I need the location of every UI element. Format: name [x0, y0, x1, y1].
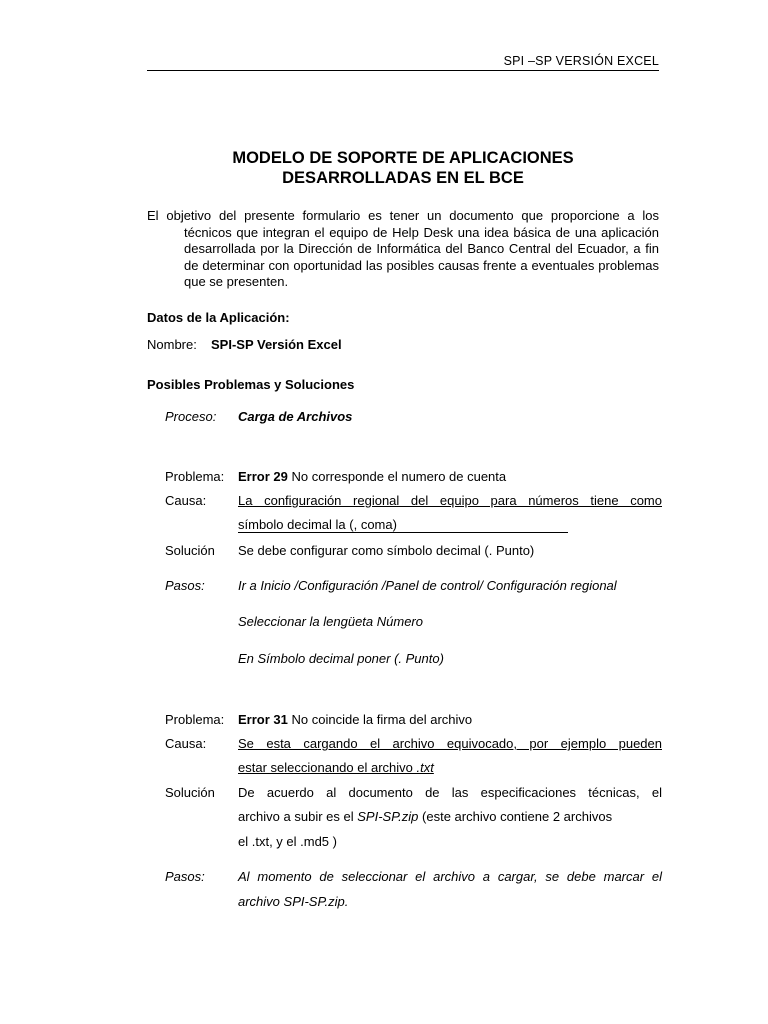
- problem2-solution-file: SPI-SP.zip: [357, 809, 419, 824]
- problem2-solution-label: Solución: [165, 785, 215, 800]
- problem1-solution-text: Se debe configurar como símbolo decimal (. Punto): [238, 543, 535, 558]
- problem2-steps-label: Pasos:: [165, 869, 205, 884]
- problem1-cause-line-2: símbolo decimal la (, coma): [238, 517, 568, 533]
- document-title: [147, 148, 659, 188]
- intro-paragraph: [147, 208, 659, 291]
- problem2-cause-line-1: Se esta cargando el archivo equivocado, por ejemplo pueden: [238, 736, 662, 751]
- app-name-value: SPI-SP Versión Excel: [211, 337, 342, 352]
- problem1-label: Problema:: [165, 469, 225, 484]
- process-value: Carga de Archivos: [238, 409, 353, 424]
- problem1-step-1: Ir a Inicio /Configuración /Panel de control/ Configuración regional: [238, 578, 617, 593]
- problem1-error-text: No corresponde el numero de cuenta: [291, 469, 507, 484]
- problem2-solution-line-2a: archivo a subir es el: [238, 809, 358, 824]
- problem1-cause-label: Causa:: [165, 493, 207, 508]
- problem2-description: [238, 712, 662, 727]
- app-data-heading: Datos de la Aplicación:: [147, 310, 290, 325]
- problem2-solution-line-2c: (este archivo contiene 2 archivos: [418, 809, 613, 824]
- problem2-label: Problema:: [165, 712, 225, 727]
- problem1-step-2: Seleccionar la lengüeta Número: [238, 614, 423, 629]
- problem1-steps-label: Pasos:: [165, 578, 205, 593]
- problem2-cause-label: Causa:: [165, 736, 207, 751]
- problem1-cause-line-1: La configuración regional del equipo para números tiene como: [238, 493, 662, 508]
- header-rule: [147, 70, 659, 71]
- app-name-label: Nombre:: [147, 337, 197, 352]
- title-line-2: DESARROLLADAS EN EL BCE: [282, 169, 524, 187]
- problem1-error-code: Error 29: [238, 469, 288, 484]
- problem2-solution-line-3: el .txt, y el .md5 ): [238, 834, 337, 849]
- problem2-solution-line-2: [238, 809, 662, 824]
- problem2-error-code: Error 31: [238, 712, 288, 727]
- problem2-steps-line-1: Al momento de seleccionar el archivo a cargar, se debe marcar el: [238, 869, 662, 884]
- problems-heading: Posibles Problemas y Soluciones: [147, 377, 355, 392]
- problem2-steps-line-2: archivo SPI-SP.zip.: [238, 894, 349, 909]
- problem1-solution-label: Solución: [165, 543, 215, 558]
- problem2-solution-line-1: De acuerdo al documento de las especificaciones técnicas, el: [238, 785, 662, 800]
- process-label: Proceso:: [165, 409, 217, 424]
- problem1-cause-line-2-wrap: [238, 517, 662, 533]
- title-line-1: MODELO DE SOPORTE DE APLICACIONES: [232, 149, 574, 167]
- problem1-step-3: En Símbolo decimal poner (. Punto): [238, 651, 444, 666]
- intro-first-line: El objetivo del presente formulario es tener un documento que proporcione a los: [147, 208, 659, 223]
- intro-rest: técnicos que integran el equipo de Help Desk una idea básica de una aplicación desarrollada por la Dirección de Informática del Banco Central del Ecuador, a fin de determinar con oportunidad las posibles causas frente a eventuales problemas que se presenten.: [184, 224, 659, 289]
- running-header: SPI –SP VERSIÓN EXCEL: [503, 54, 659, 68]
- problem2-error-text: No coincide la firma del archivo: [291, 712, 473, 727]
- problem1-description: [238, 469, 662, 484]
- problem2-cause-line-2a: estar seleccionando el archivo: [238, 760, 417, 775]
- problem2-cause-line-2-wrap: [238, 760, 662, 775]
- problem2-cause-line-2b: .txt: [416, 760, 434, 775]
